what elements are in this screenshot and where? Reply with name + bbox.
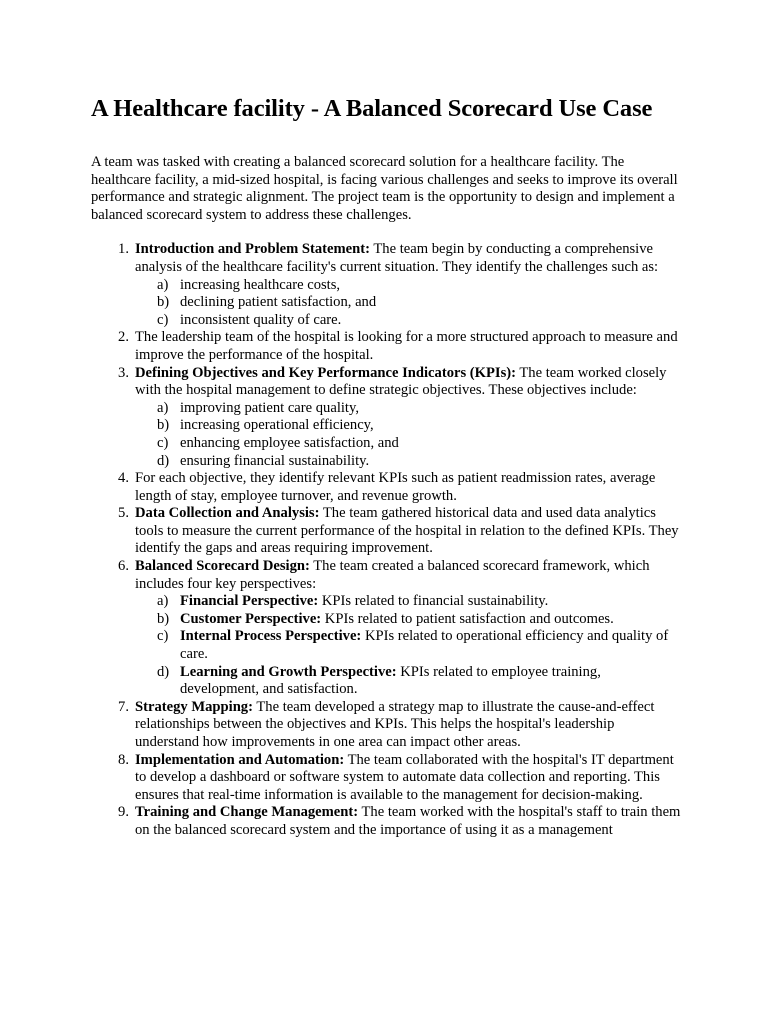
sub-letter: c) xyxy=(157,628,169,645)
sub-letter: d) xyxy=(157,663,170,680)
sub-item xyxy=(135,593,681,611)
list-number: 5. xyxy=(118,505,129,522)
intro-paragraph: A team was tasked with creating a balanced scorecard solution for a healthcare facility. The healthcare facility, a mid-sized hospital, is facing various challenges and seeks to improve its overall performance and strategic alignment. The project team is the opportunity to design and implement a balanced scorecard system to address these challenges. xyxy=(91,154,678,223)
list-number: 1. xyxy=(118,241,129,258)
sub-text: ensuring financial sustainability. xyxy=(180,452,370,469)
item-text: The team worked closely with the hospital management to define strategic objectives. These objectives include: xyxy=(135,364,667,399)
sub-text: KPIs related to patient satisfaction and outcomes. xyxy=(321,610,614,627)
sub-text: inconsistent quality of care. xyxy=(180,311,342,328)
sub-text: improving patient care quality, xyxy=(180,399,359,416)
sub-item xyxy=(135,400,681,418)
list-item-3 xyxy=(91,365,681,471)
item-heading: Balanced Scorecard Design: xyxy=(135,558,310,575)
sub-text: KPIs related to employee training, development, and satisfaction. xyxy=(180,663,601,698)
list-item-2 xyxy=(91,329,681,364)
list-item-6 xyxy=(91,558,681,699)
list-number: 6. xyxy=(118,558,129,575)
sub-item xyxy=(135,435,681,453)
item-text: For each objective, they identify relevant KPIs such as patient readmission rates, average length of stay, employee turnover, and revenue growth. xyxy=(135,470,656,504)
item-text: The team created a balanced scorecard framework, which includes four key perspectives: xyxy=(135,558,650,592)
item-text: The team developed a strategy map to illustrate the cause-and-effect relationships between the objectives and KPIs. This helps the hospital's leadership understand how improvements in one area can impact other areas. xyxy=(135,698,655,750)
document-page xyxy=(91,94,681,840)
item-text: The team begin by conducting a comprehensive analysis of the healthcare facility's current situation. They identify the challenges such as: xyxy=(135,241,659,275)
sub-list xyxy=(135,400,681,470)
item-text: The team collaborated with the hospital's IT department to develop a dashboard or software system to automate data collection and reporting. This ensures that real-time information is available to the management for decision-making. xyxy=(135,751,674,803)
item-heading: Introduction and Problem Statement: xyxy=(135,241,370,258)
list-item-1 xyxy=(91,241,681,329)
item-heading: Defining Objectives and Key Performance Indicators (KPIs): xyxy=(135,364,516,381)
list-item-9 xyxy=(91,804,681,839)
sub-heading: Customer Perspective: xyxy=(180,610,322,627)
list-number: 4. xyxy=(118,470,129,487)
sub-text: enhancing employee satisfaction, and xyxy=(180,434,399,451)
list-number: 7. xyxy=(118,698,129,715)
sub-text: increasing healthcare costs, xyxy=(180,276,341,293)
sub-item xyxy=(135,628,681,663)
item-heading: Training and Change Management: xyxy=(135,804,359,821)
sub-text: KPIs related to financial sustainability. xyxy=(318,593,549,610)
sub-item xyxy=(135,664,681,699)
list-item-7 xyxy=(91,699,681,752)
sub-letter: c) xyxy=(157,434,169,451)
sub-letter: d) xyxy=(157,452,170,469)
list-number: 9. xyxy=(118,804,129,821)
list-item-8 xyxy=(91,752,681,805)
list-number: 8. xyxy=(118,751,129,768)
sub-heading: Learning and Growth Perspective: xyxy=(180,663,397,680)
sub-item xyxy=(135,294,681,312)
sub-item xyxy=(135,611,681,629)
sub-list xyxy=(135,277,681,330)
sub-item xyxy=(135,417,681,435)
list-item-4 xyxy=(91,470,681,505)
sub-item xyxy=(135,277,681,295)
sub-letter: a) xyxy=(157,399,169,416)
sub-heading: Internal Process Perspective: xyxy=(180,628,362,645)
list-item-5 xyxy=(91,505,681,558)
numbered-list xyxy=(91,241,681,839)
page-title: A Healthcare facility - A Balanced Scorecard Use Case xyxy=(91,95,653,122)
sub-text: increasing operational efficiency, xyxy=(180,417,374,434)
item-text: The leadership team of the hospital is looking for a more structured approach to measure and improve the performance of the hospital. xyxy=(135,329,678,363)
sub-letter: b) xyxy=(157,294,170,311)
item-text: The team worked with the hospital's staff to train them on the balanced scorecard system and the importance of using it as a management xyxy=(135,804,681,838)
sub-letter: b) xyxy=(157,610,170,627)
sub-item xyxy=(135,312,681,330)
item-text: The team gathered historical data and used data analytics tools to measure the current performance of the hospital in relation to the defined KPIs. They identify the gaps and areas requiring improvement. xyxy=(135,505,679,557)
item-heading: Data Collection and Analysis: xyxy=(135,505,320,522)
sub-text: KPIs related to operational efficiency and quality of care. xyxy=(180,628,669,663)
sub-letter: b) xyxy=(157,417,170,434)
sub-letter: c) xyxy=(157,311,169,328)
sub-heading: Financial Perspective: xyxy=(180,593,319,610)
item-heading: Implementation and Automation: xyxy=(135,751,345,768)
sub-text: declining patient satisfaction, and xyxy=(180,294,377,311)
list-number: 2. xyxy=(118,329,129,346)
sub-list xyxy=(135,593,681,699)
sub-letter: a) xyxy=(157,593,169,610)
sub-item xyxy=(135,453,681,471)
list-number: 3. xyxy=(118,364,129,381)
item-heading: Strategy Mapping: xyxy=(135,698,253,715)
sub-letter: a) xyxy=(157,276,169,293)
